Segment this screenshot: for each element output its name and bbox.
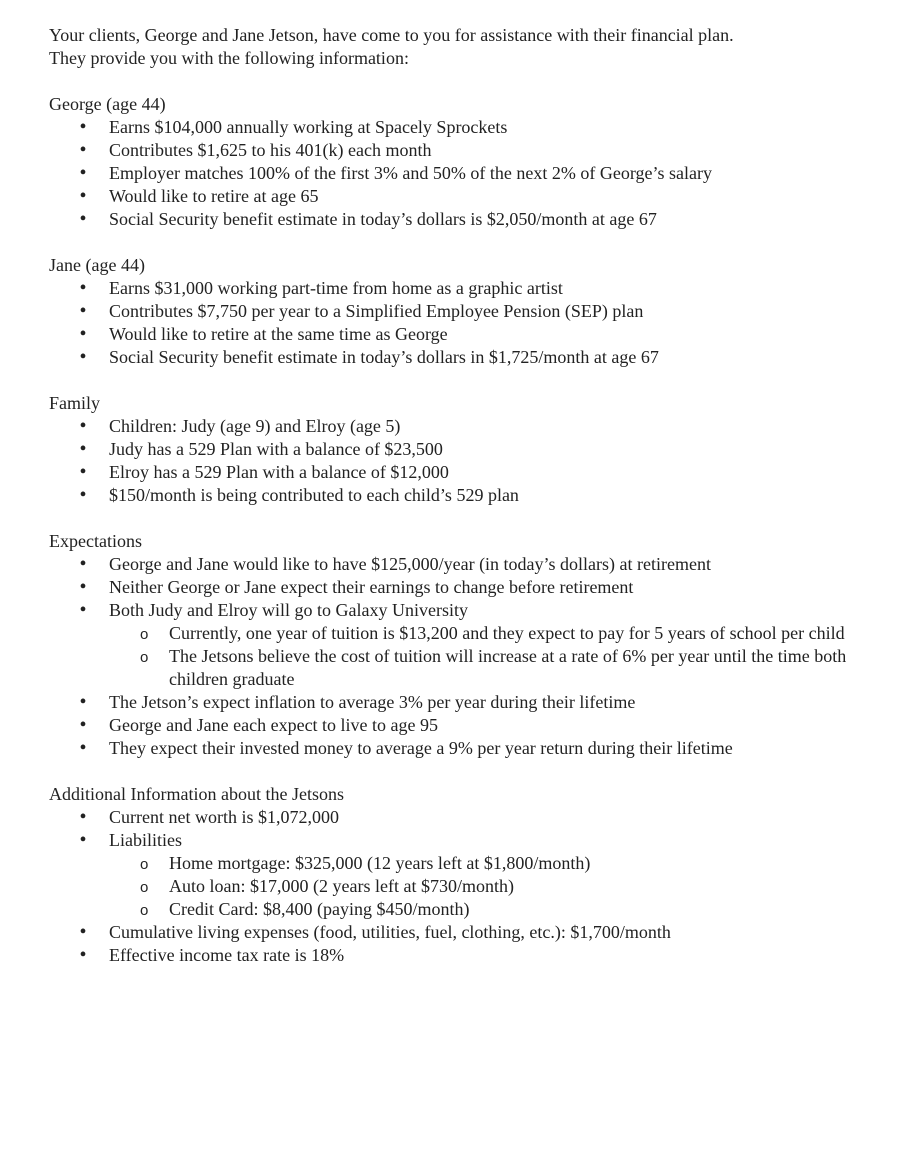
liabilities-sublist <box>49 852 879 921</box>
list-item <box>49 691 879 714</box>
bullet-icon: • <box>79 599 87 621</box>
bullet-icon: • <box>79 806 87 828</box>
list-item-text: George and Jane each expect to live to age 95 <box>109 715 439 735</box>
circle-bullet-icon: o <box>140 649 149 666</box>
list-item-text: Earns $31,000 working part-time from home as a graphic artist <box>109 278 563 298</box>
list-item <box>49 806 879 829</box>
circle-bullet-icon: o <box>140 626 149 643</box>
bullet-icon: • <box>79 116 87 138</box>
section-title-additional-info: Additional Information about the Jetsons <box>49 784 344 804</box>
bullet-icon: • <box>79 737 87 759</box>
list-item-text: They expect their invested money to average a 9% per year return during their lifetime <box>109 738 733 758</box>
list-item <box>49 944 879 967</box>
list-item <box>49 415 879 438</box>
bullet-icon: • <box>79 208 87 230</box>
sub-list-item-text: Credit Card: $8,400 (paying $450/month) <box>169 899 470 919</box>
list-item <box>49 116 879 139</box>
sub-list-item <box>49 875 879 898</box>
list-item-text: Social Security benefit estimate in today’s dollars is $2,050/month at age 67 <box>109 209 657 229</box>
intro-line-1: Your clients, George and Jane Jetson, have come to you for assistance with their financial plan. <box>49 25 734 45</box>
bullet-icon: • <box>79 691 87 713</box>
list-item <box>49 185 879 208</box>
bullet-icon: • <box>79 277 87 299</box>
bullet-icon: • <box>79 829 87 851</box>
bullet-icon: • <box>79 438 87 460</box>
list-item <box>49 162 879 185</box>
list-item <box>49 921 879 944</box>
list-item-text: Liabilities <box>109 830 182 850</box>
section-title-family: Family <box>49 393 101 413</box>
bullet-icon: • <box>79 346 87 368</box>
section-title-jane: Jane (age 44) <box>49 255 145 275</box>
list-item-text: George and Jane would like to have $125,000/year (in today’s dollars) at retirement <box>109 554 711 574</box>
list-item-text: Judy has a 529 Plan with a balance of $23,500 <box>109 439 443 459</box>
list-item <box>49 576 879 599</box>
list-item <box>49 553 879 576</box>
list-item <box>49 300 879 323</box>
list-item <box>49 599 879 622</box>
list-item-text: Effective income tax rate is 18% <box>109 945 345 965</box>
additional-list <box>49 806 879 852</box>
list-item-text: Employer matches 100% of the first 3% and 50% of the next 2% of George’s salary <box>109 163 712 183</box>
list-item-text: Current net worth is $1,072,000 <box>109 807 339 827</box>
bullet-icon: • <box>79 553 87 575</box>
list-item-text: Contributes $7,750 per year to a Simplified Employee Pension (SEP) plan <box>109 301 644 321</box>
list-item-text: Would like to retire at the same time as George <box>109 324 448 344</box>
list-item-text: Both Judy and Elroy will go to Galaxy University <box>109 600 468 620</box>
bullet-icon: • <box>79 415 87 437</box>
section-title-george: George (age 44) <box>49 94 166 114</box>
sub-list-item <box>49 622 879 645</box>
list-item-text: Social Security benefit estimate in today’s dollars in $1,725/month at age 67 <box>109 347 659 367</box>
circle-bullet-icon: o <box>140 856 149 873</box>
list-item-text: Would like to retire at age 65 <box>109 186 319 206</box>
sub-list-item <box>49 645 879 691</box>
george-list <box>49 116 879 231</box>
list-item <box>49 484 879 507</box>
expectations-sublist <box>49 622 879 691</box>
list-item <box>49 139 879 162</box>
family-list <box>49 415 879 507</box>
list-item <box>49 323 879 346</box>
sub-list-item-text: Home mortgage: $325,000 (12 years left at $1,800/month) <box>169 853 591 873</box>
list-item <box>49 346 879 369</box>
intro-line-2: They provide you with the following information: <box>49 48 409 68</box>
intro-paragraph <box>49 24 879 70</box>
list-item-text: $150/month is being contributed to each child’s 529 plan <box>109 485 519 505</box>
section-additional-info <box>49 783 879 967</box>
list-item <box>49 829 879 852</box>
list-item-text: The Jetson’s expect inflation to average 3% per year during their lifetime <box>109 692 636 712</box>
circle-bullet-icon: o <box>140 879 149 896</box>
additional-list-continued <box>49 921 879 967</box>
sub-list-item <box>49 898 879 921</box>
list-item-text: Contributes $1,625 to his 401(k) each month <box>109 140 432 160</box>
list-item <box>49 714 879 737</box>
section-jane <box>49 254 879 369</box>
sub-list-item-text: Auto loan: $17,000 (2 years left at $730/month) <box>169 876 514 896</box>
document-page <box>49 24 879 967</box>
bullet-icon: • <box>79 576 87 598</box>
list-item <box>49 461 879 484</box>
section-george <box>49 93 879 231</box>
bullet-icon: • <box>79 162 87 184</box>
list-item <box>49 438 879 461</box>
circle-bullet-icon: o <box>140 902 149 919</box>
bullet-icon: • <box>79 300 87 322</box>
list-item-text: Cumulative living expenses (food, utilities, fuel, clothing, etc.): $1,700/month <box>109 922 671 942</box>
jane-list <box>49 277 879 369</box>
bullet-icon: • <box>79 944 87 966</box>
expectations-list-continued <box>49 691 879 760</box>
list-item <box>49 737 879 760</box>
section-expectations <box>49 530 879 760</box>
bullet-icon: • <box>79 185 87 207</box>
sub-list-item-text: Currently, one year of tuition is $13,200 and they expect to pay for 5 years of school per child <box>169 623 845 643</box>
bullet-icon: • <box>79 921 87 943</box>
list-item-text: Earns $104,000 annually working at Spacely Sprockets <box>109 117 508 137</box>
bullet-icon: • <box>79 139 87 161</box>
bullet-icon: • <box>79 484 87 506</box>
section-family <box>49 392 879 507</box>
bullet-icon: • <box>79 323 87 345</box>
expectations-list <box>49 553 879 622</box>
sub-list-item-text: The Jetsons believe the cost of tuition will increase at a rate of 6% per year until the time both children graduate <box>169 646 847 689</box>
section-title-expectations: Expectations <box>49 531 142 551</box>
list-item <box>49 208 879 231</box>
sub-list-item <box>49 852 879 875</box>
bullet-icon: • <box>79 461 87 483</box>
list-item <box>49 277 879 300</box>
list-item-text: Elroy has a 529 Plan with a balance of $12,000 <box>109 462 449 482</box>
bullet-icon: • <box>79 714 87 736</box>
list-item-text: Neither George or Jane expect their earnings to change before retirement <box>109 577 634 597</box>
list-item-text: Children: Judy (age 9) and Elroy (age 5) <box>109 416 401 436</box>
